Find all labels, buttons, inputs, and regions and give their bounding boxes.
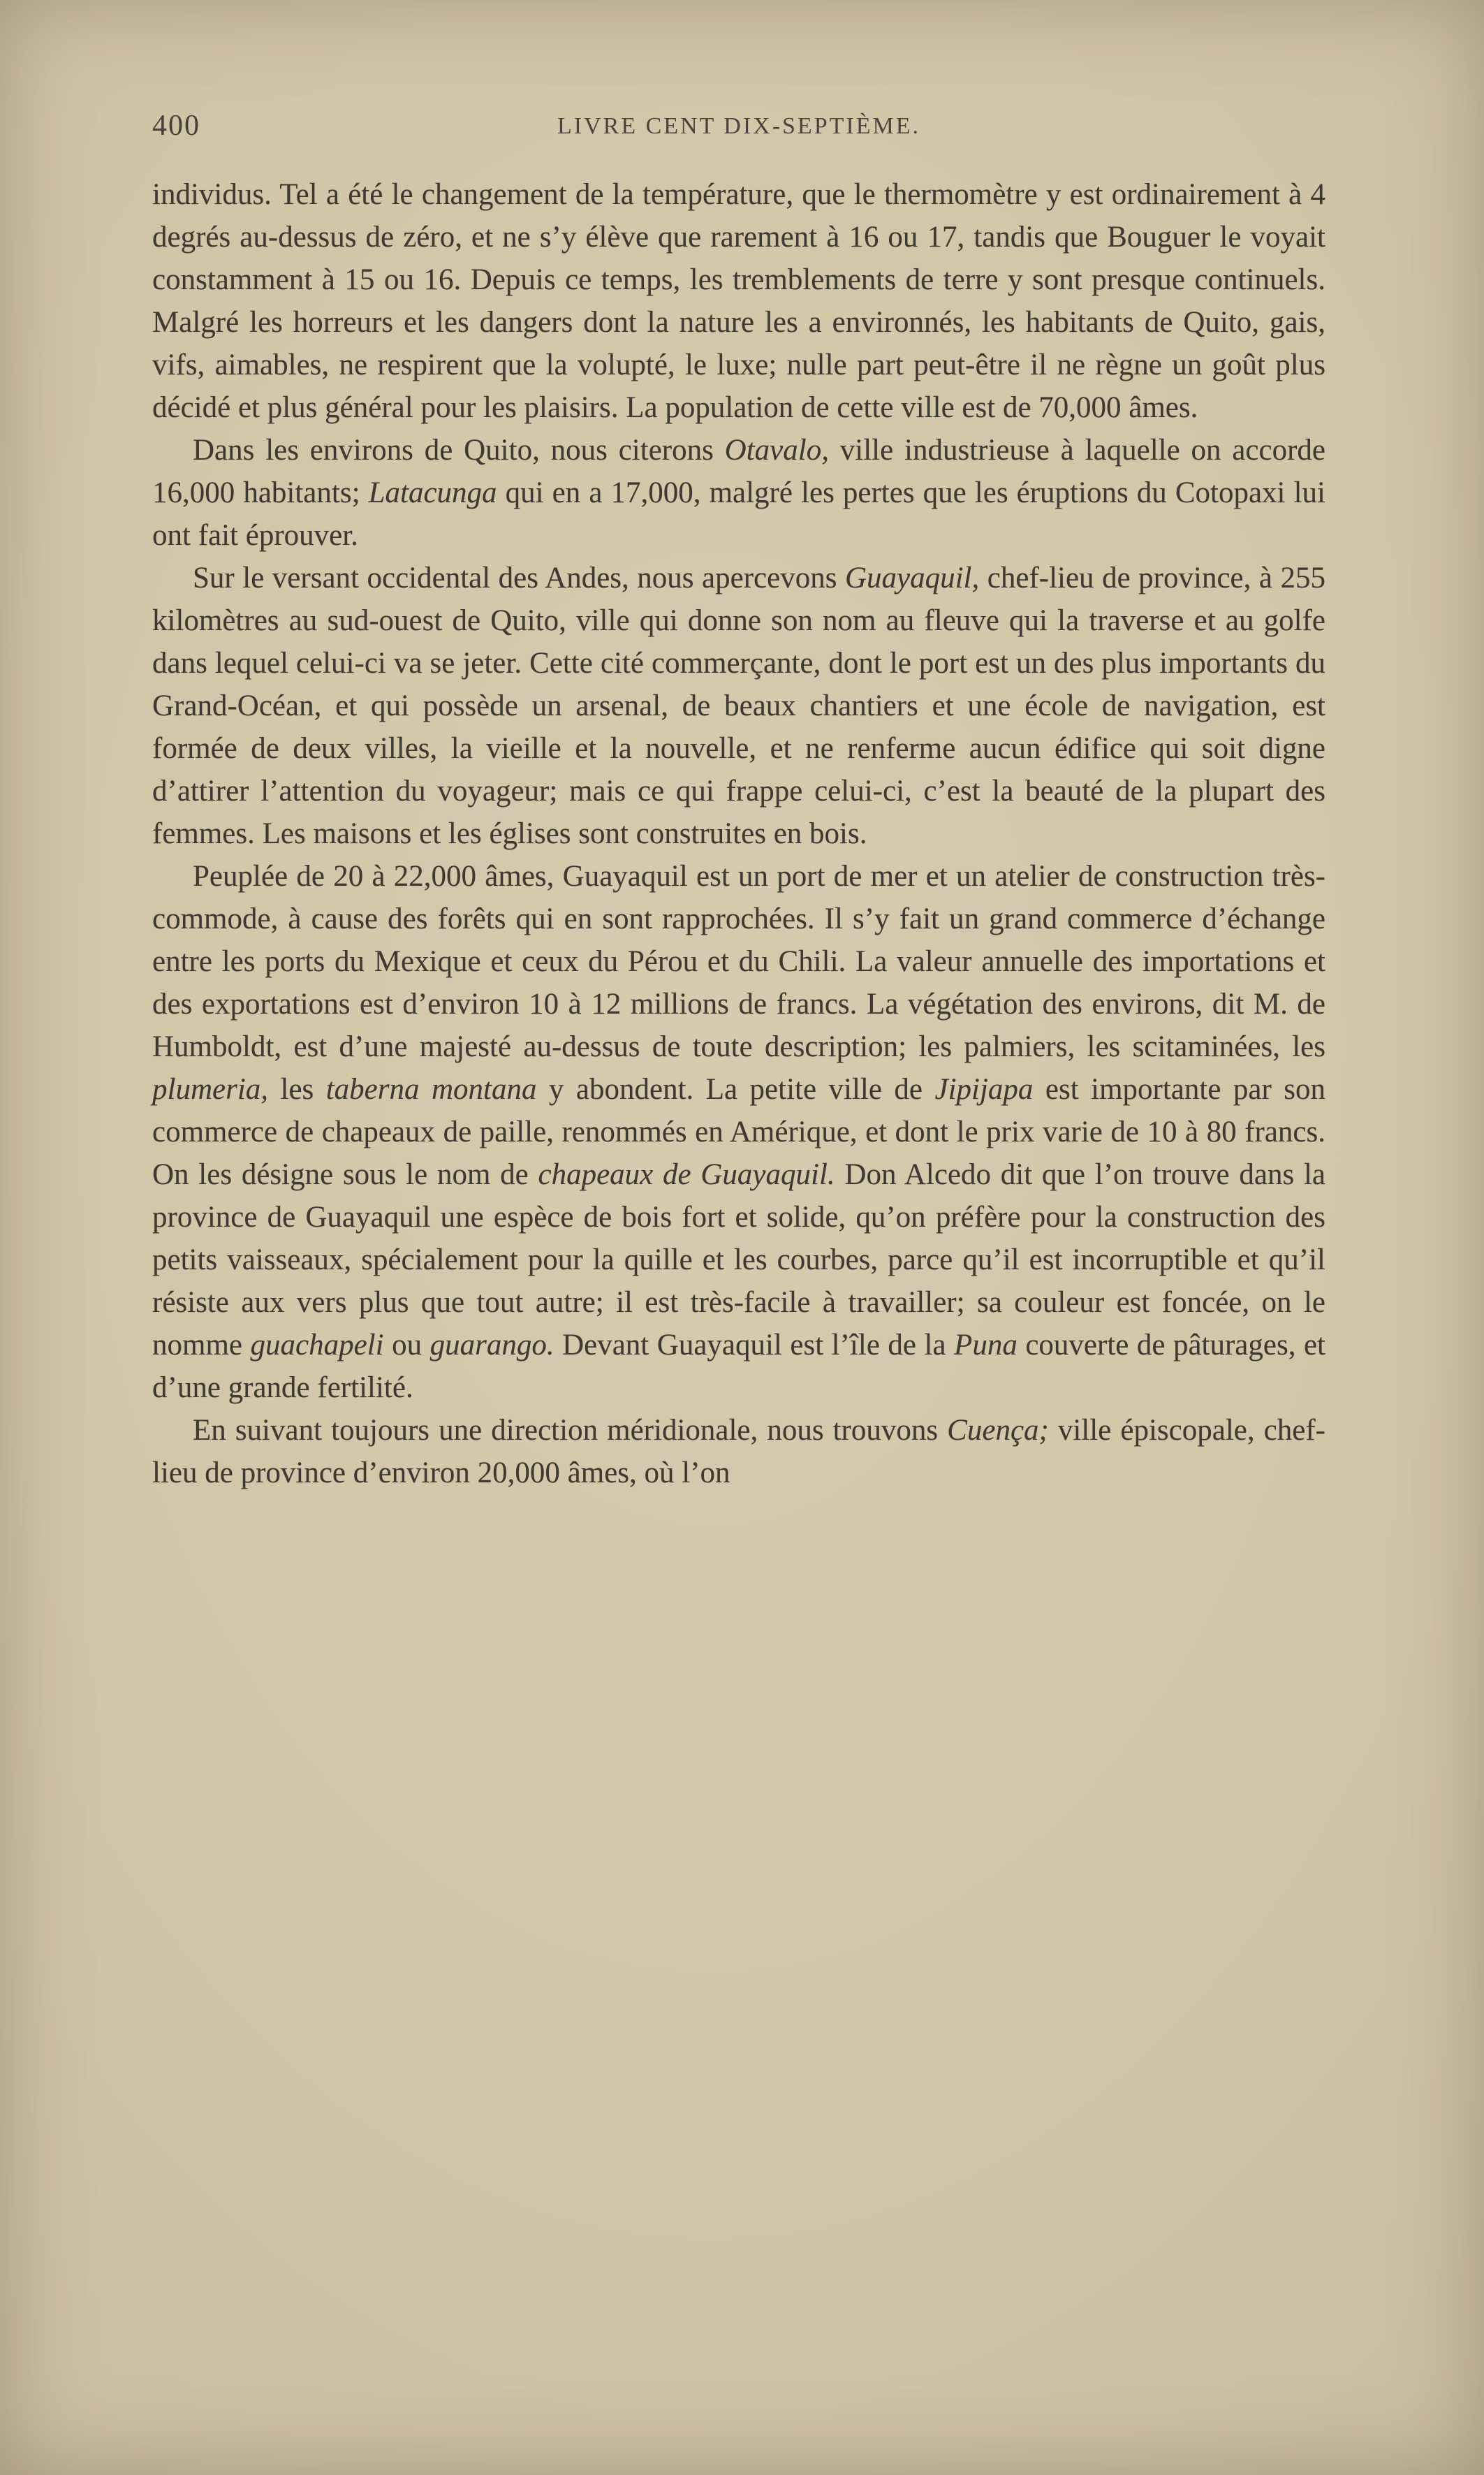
text-segment: chef-lieu de province, à 255 kilomètres au sud-ouest de Quito, ville qui donne son nom au fleuve qui la traverse et au golfe dans lequel celui-ci va se jeter. Cette cité commerçante, dont le port est un des plus importants du Grand-Océan, et qui possède un arsenal, de beaux chantiers et une école de navigation, est formée de deux villes, la vieille et la nouvelle, et ne renferme aucun édifice qui soit digne d’attirer l’attention du voyageur; mais ce qui frappe celui-ci, c’est la beauté de la plupart des femmes. Les maisons et les églises sont construites en bois. bbox=[152, 562, 1325, 850]
text-segment: Don Alcedo dit que l’on trouve dans la province de Guayaquil une espèce de bois fort et solide, qu’on préfère pour la construction des petits vaisseaux, spécialement pour la quille et les courbes, parce qu’il est incorruptible et qu’il résiste aux vers plus que tout autre; il est très-facile à travailler; sa couleur est foncée, on le nomme bbox=[152, 1158, 1325, 1361]
text-segment: les bbox=[268, 1073, 326, 1106]
paragraph bbox=[152, 557, 1325, 855]
text-segment: est importante par son commerce de chapeaux de paille, renommés en Amérique, et dont le prix varie de 10 à 80 francs. On les désigne sous le nom de bbox=[152, 1073, 1325, 1191]
text-segment: En suivant toujours une direction méridionale, nous trouvons bbox=[193, 1414, 948, 1447]
italic-text-segment: Guayaquil, bbox=[844, 562, 980, 594]
running-title: LIVRE CENT DIX-SEPTIÈME. bbox=[557, 113, 920, 139]
paragraph bbox=[152, 855, 1325, 1409]
text-segment: couverte de pâturages, et d’une grande fertilité. bbox=[152, 1329, 1326, 1404]
paragraph bbox=[152, 173, 1325, 429]
text-segment: ou bbox=[383, 1329, 430, 1361]
text-segment: individus. Tel a été le changement de la température, que le thermomètre y est ordinairement à 4 degrés au-dessus de zéro, et ne s’y élève que rarement à 16 ou 17, tandis que Bouguer le voyait constamment à 15 ou 16. Depuis ce temps, les tremblements de terre y sont presque continuels. Malgré les horreurs et les dangers dont la nature les a environnés, les habitants de Quito, gais, vifs, aimables, ne respirent que la volupté, le luxe; nulle part peut-être il ne règne un goût plus décidé et plus général pour les plaisirs. La population de cette ville est de 70,000 âmes. bbox=[152, 178, 1325, 424]
text-segment: Devant Guayaquil est l’île de la bbox=[554, 1329, 955, 1361]
text-segment: y abondent. La petite ville de bbox=[536, 1073, 935, 1106]
text-segment: Dans les environs de Quito, nous citerons bbox=[193, 434, 725, 467]
running-head bbox=[152, 105, 1325, 154]
text-segment: Peuplée de 20 à 22,000 âmes, Guayaquil est un port de mer et un atelier de construction très-commode, à cause des forêts qui en sont rapprochées. Il s’y fait un grand commerce d’échange entre les ports du Mexique et ceux du Pérou et du Chili. La valeur annuelle des importations et des exportations est d’environ 10 à 12 millions de francs. La végétation des environs, dit M. de Humboldt, est d’une majesté au-dessus de toute description; les palmiers, les scitaminées, les bbox=[152, 860, 1325, 1063]
italic-text-segment: taberna montana bbox=[325, 1073, 537, 1106]
page-text bbox=[152, 173, 1325, 1494]
text-segment: Sur le versant occidental des Andes, nous apercevons bbox=[193, 562, 845, 594]
italic-text-segment: Otavalo, bbox=[724, 434, 829, 467]
text-segment: ville épiscopale, chef-lieu de province d’environ 20,000 âmes, où l’on bbox=[152, 1414, 1325, 1489]
italic-text-segment: Puna bbox=[954, 1329, 1018, 1361]
paragraph bbox=[152, 429, 1325, 557]
italic-text-segment: guachapeli bbox=[250, 1329, 384, 1361]
italic-text-segment: Cuença; bbox=[947, 1414, 1049, 1447]
page-content bbox=[152, 105, 1325, 1494]
text-segment: qui en a 17,000, malgré les pertes que les éruptions du Cotopaxi lui ont fait éprouver. bbox=[152, 476, 1325, 552]
italic-text-segment: plumeria, bbox=[152, 1073, 269, 1106]
italic-text-segment: Jipijapa bbox=[934, 1073, 1034, 1106]
italic-text-segment: chapeaux de Guayaquil. bbox=[538, 1158, 835, 1191]
italic-text-segment: Latacunga bbox=[368, 476, 497, 509]
page-number: 400 bbox=[152, 110, 200, 142]
text-segment: ville industrieuse à laquelle on accorde 16,000 habitants; bbox=[152, 434, 1325, 509]
italic-text-segment: guarango. bbox=[429, 1329, 554, 1361]
paragraph bbox=[152, 1409, 1325, 1494]
